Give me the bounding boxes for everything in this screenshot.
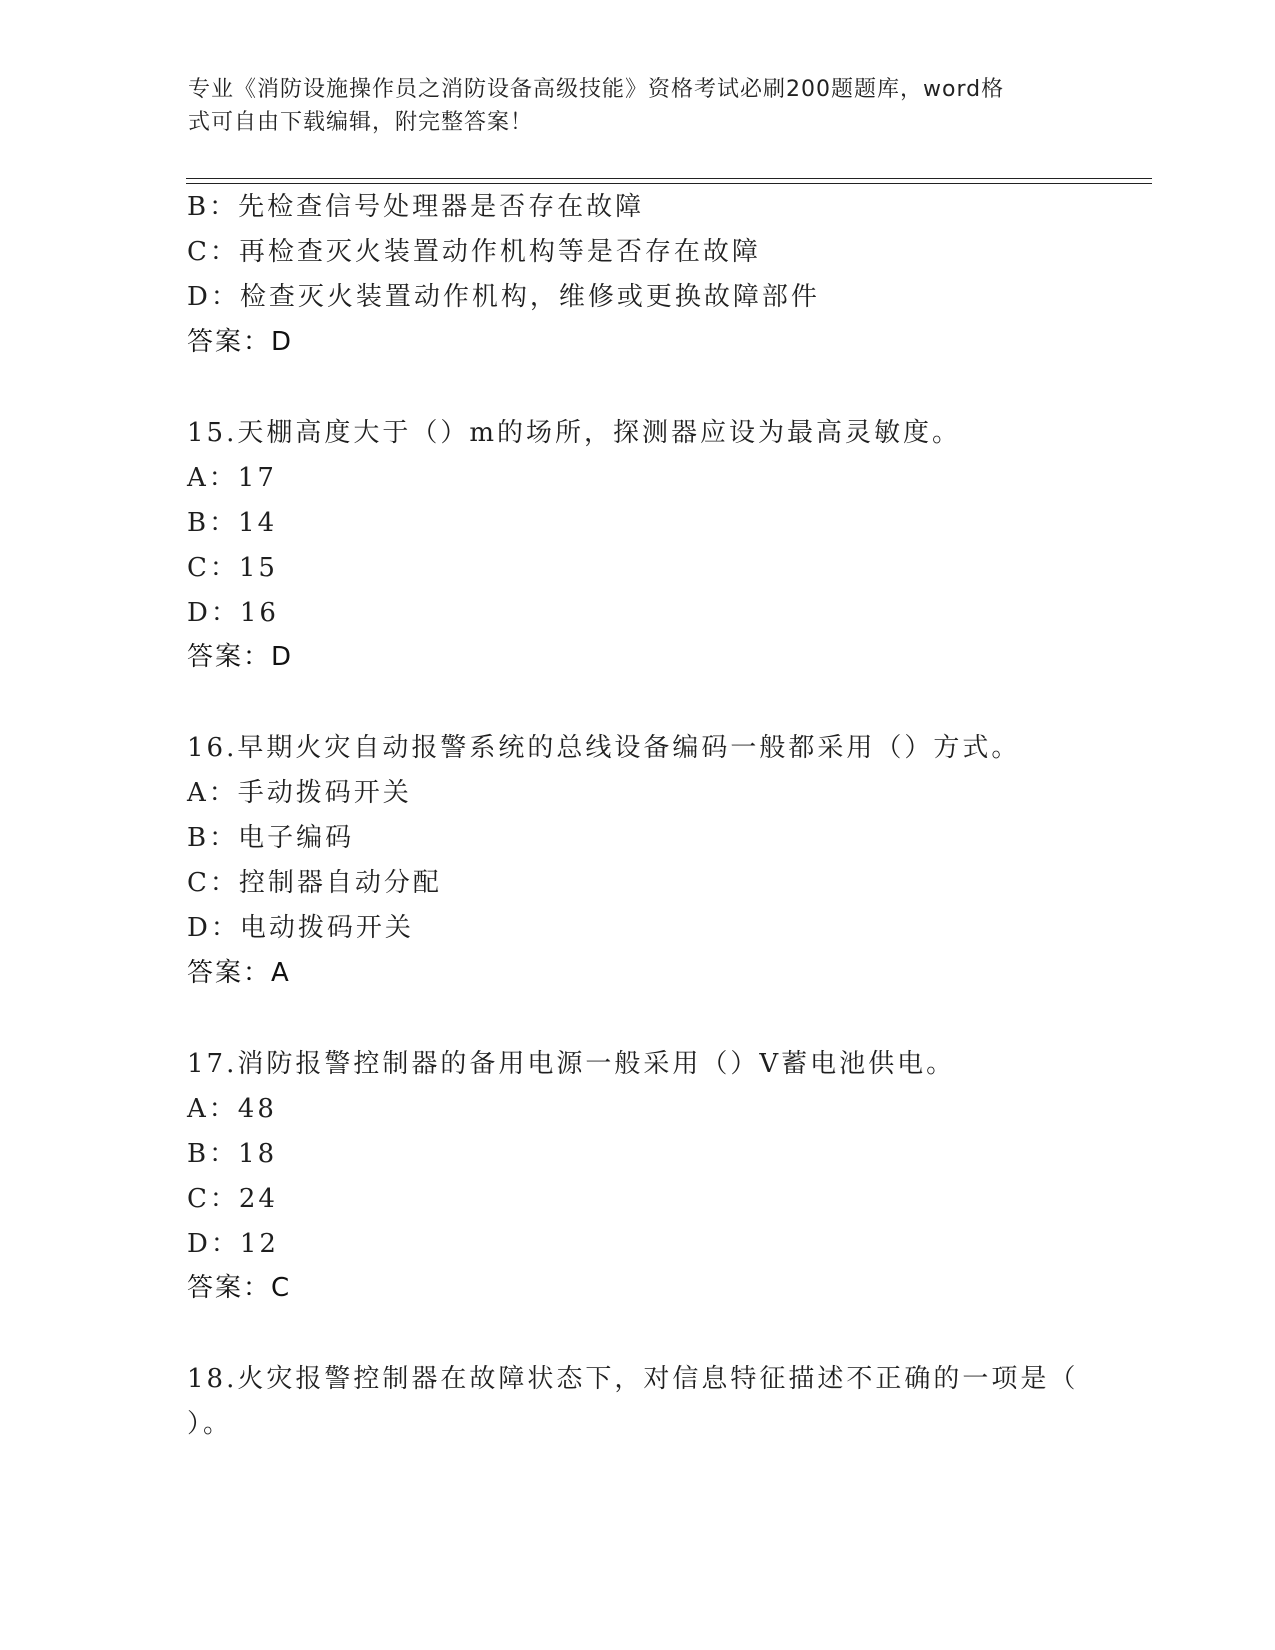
q17-option-c: C：24 xyxy=(187,1184,278,1214)
header-line-1: 专业《消防设施操作员之消防设备高级技能》资格考试必刷200题题库，word格 xyxy=(188,77,1005,102)
q15-option-b: B：14 xyxy=(187,508,278,538)
q15-option-a: A：17 xyxy=(187,463,277,493)
q18-question-line-1: 18.火灾报警控制器在故障状态下，对信息特征描述不正确的一项是（ xyxy=(187,1364,1079,1394)
header-line-2: 式可自由下载编辑，附完整答案！ xyxy=(188,110,534,135)
q14-option-b: B：先检查信号处理器是否存在故障 xyxy=(187,192,645,222)
q14-option-d: D：检查灭火装置动作机构，维修或更换故障部件 xyxy=(187,282,820,312)
q15-answer: 答案：D xyxy=(187,642,294,672)
q15-question: 15.天棚高度大于（）m的场所，探测器应设为最高灵敏度。 xyxy=(187,418,962,448)
q15-option-c: C：15 xyxy=(187,553,278,583)
q17-answer: 答案：C xyxy=(187,1273,292,1303)
q17-question: 17.消防报警控制器的备用电源一般采用（）V蓄电池供电。 xyxy=(187,1049,956,1079)
q15-option-d: D：16 xyxy=(187,598,279,628)
q16-option-a: A：手动拨码开关 xyxy=(187,778,412,808)
q16-option-d: D：电动拨码开关 xyxy=(187,913,414,943)
q14-option-c: C：再检查灭火装置动作机构等是否存在故障 xyxy=(187,237,761,267)
q17-option-d: D：12 xyxy=(187,1229,279,1259)
q16-answer: 答案：A xyxy=(187,958,291,988)
q18-question-line-2: ）。 xyxy=(187,1409,233,1439)
q16-question: 16.早期火灾自动报警系统的总线设备编码一般都采用（）方式。 xyxy=(187,733,1021,763)
document-header xyxy=(188,73,1068,139)
q17-option-b: B：18 xyxy=(187,1139,278,1169)
q17-option-a: A：48 xyxy=(187,1094,277,1124)
q16-option-b: B：电子编码 xyxy=(187,823,355,853)
header-rule-top xyxy=(186,178,1152,179)
q14-answer: 答案：D xyxy=(187,327,294,357)
header-rule-bottom xyxy=(186,183,1152,184)
q16-option-c: C：控制器自动分配 xyxy=(187,868,442,898)
